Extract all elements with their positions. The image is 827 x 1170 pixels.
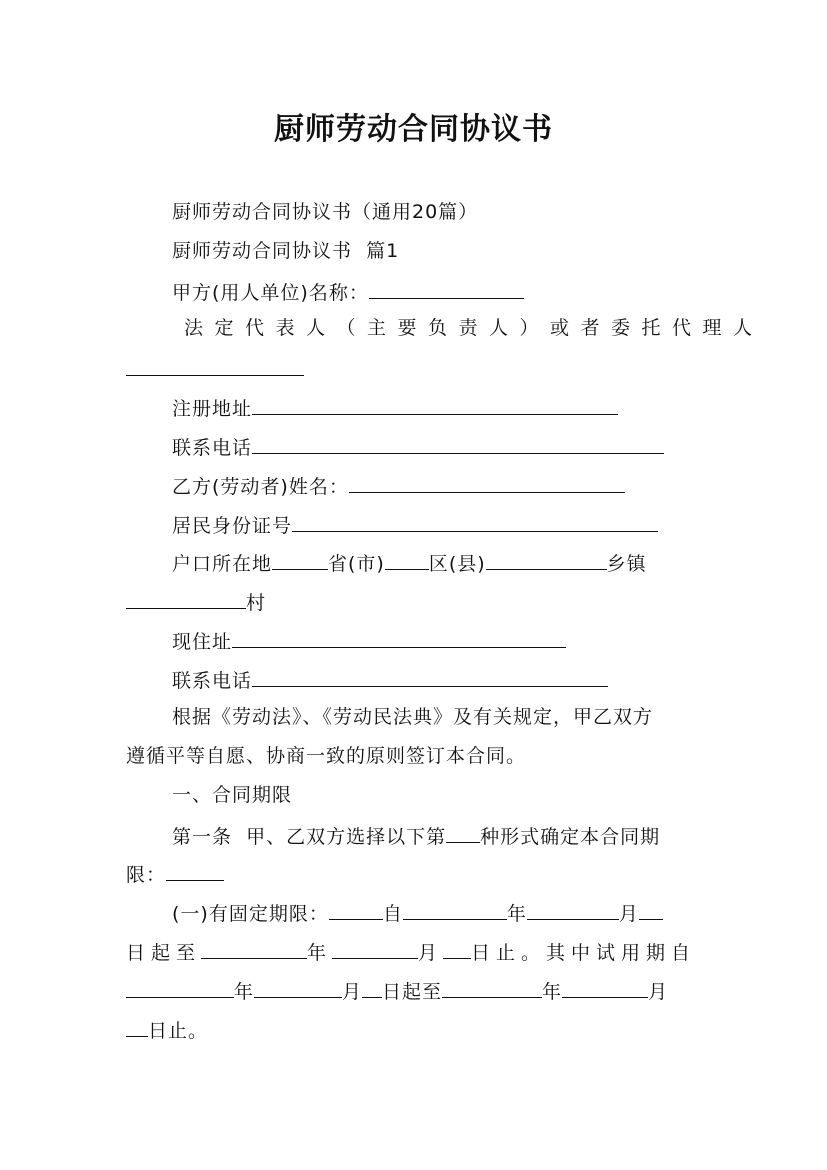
blank-field [166, 860, 224, 881]
blank-field [329, 899, 383, 920]
text-line [126, 977, 668, 1004]
text-line [172, 899, 663, 926]
blank-field [446, 822, 480, 843]
blank-field [385, 549, 429, 570]
blank-field [349, 472, 625, 493]
text-line [172, 394, 618, 421]
text: 月 [648, 981, 669, 1003]
blank-field [332, 938, 418, 959]
blank-field [369, 278, 524, 299]
text: 村 [246, 592, 267, 614]
text-line [126, 860, 224, 887]
text: 年 [542, 981, 563, 1003]
text: 日止。其中试用期自 [471, 942, 697, 964]
text-line [172, 433, 664, 460]
text: 日起至 [126, 942, 202, 964]
text: 厨师劳动合同协议书（通用20篇） [172, 201, 479, 223]
blank-field [126, 977, 234, 998]
blank-field [126, 588, 246, 609]
text: 户口所在地 [172, 553, 273, 575]
text-line [172, 549, 647, 576]
text-line [172, 705, 653, 729]
text: 限： [126, 864, 167, 886]
text: 一、合同期限 [172, 784, 293, 806]
text: 月 [418, 942, 444, 964]
text-line [172, 511, 658, 538]
text-line [172, 627, 566, 654]
text-line [172, 822, 660, 849]
blank-field [403, 899, 507, 920]
text: 联系电话 [172, 437, 253, 459]
text: 根据《劳动法》、《劳动民法典》及有关规定，甲乙双方 [172, 706, 654, 728]
blank-field [126, 355, 304, 376]
text: 乙方(劳动者)姓名： [172, 476, 349, 498]
blank-field [292, 511, 658, 532]
blank-field [254, 977, 342, 998]
text: 注册地址 [172, 398, 253, 420]
text: 现住址 [172, 631, 233, 653]
text-line [126, 588, 266, 615]
text-line [184, 316, 764, 340]
text: 月 [618, 903, 639, 925]
text: 日起至 [382, 981, 443, 1003]
text-line [172, 666, 608, 693]
text-line [172, 200, 478, 224]
text-line [172, 278, 524, 305]
blank-field [252, 433, 664, 454]
text: 年 [307, 942, 333, 964]
blank-field [442, 977, 542, 998]
blank-field [486, 549, 607, 570]
text: 联系电话 [172, 670, 253, 692]
text: 第一条 甲、乙双方选择以下第 [172, 826, 447, 848]
blank-field [527, 899, 619, 920]
text: 省(市) [328, 553, 385, 575]
blank-field [252, 666, 608, 687]
document-title: 厨师劳动合同协议书 [274, 112, 553, 147]
blank-field [639, 899, 663, 920]
text: 自 [382, 903, 403, 925]
text: 日止。 [148, 1020, 209, 1042]
text: 甲方(用人单位)名称： [172, 282, 369, 304]
text: 年 [234, 981, 255, 1003]
text-line [126, 1016, 208, 1043]
text-line [172, 472, 625, 499]
blank-field [201, 938, 307, 959]
blank-field [443, 938, 471, 959]
blank-field [232, 627, 566, 648]
text: 乡镇 [606, 553, 647, 575]
blank-field [562, 977, 648, 998]
blank-field [126, 1016, 148, 1037]
blank-field [362, 977, 382, 998]
text-line [126, 938, 696, 965]
text: 遵循平等自愿、协商一致的原则签订本合同。 [126, 745, 527, 767]
text-line [126, 355, 304, 382]
text: 居民身份证号 [172, 515, 293, 537]
text-line [172, 783, 292, 807]
text: 年 [506, 903, 527, 925]
text: 法定代表人（主要负责人）或者委托代理人 [184, 317, 764, 339]
text: 种形式确定本合同期 [480, 826, 661, 848]
text: 厨师劳动合同协议书 篇1 [172, 240, 400, 262]
text: 月 [342, 981, 363, 1003]
blank-field [272, 549, 328, 570]
text: 区(县) [428, 553, 486, 575]
text: (一)有固定期限： [172, 903, 329, 925]
blank-field [252, 394, 618, 415]
text-line [126, 744, 526, 768]
text-line [172, 239, 399, 263]
